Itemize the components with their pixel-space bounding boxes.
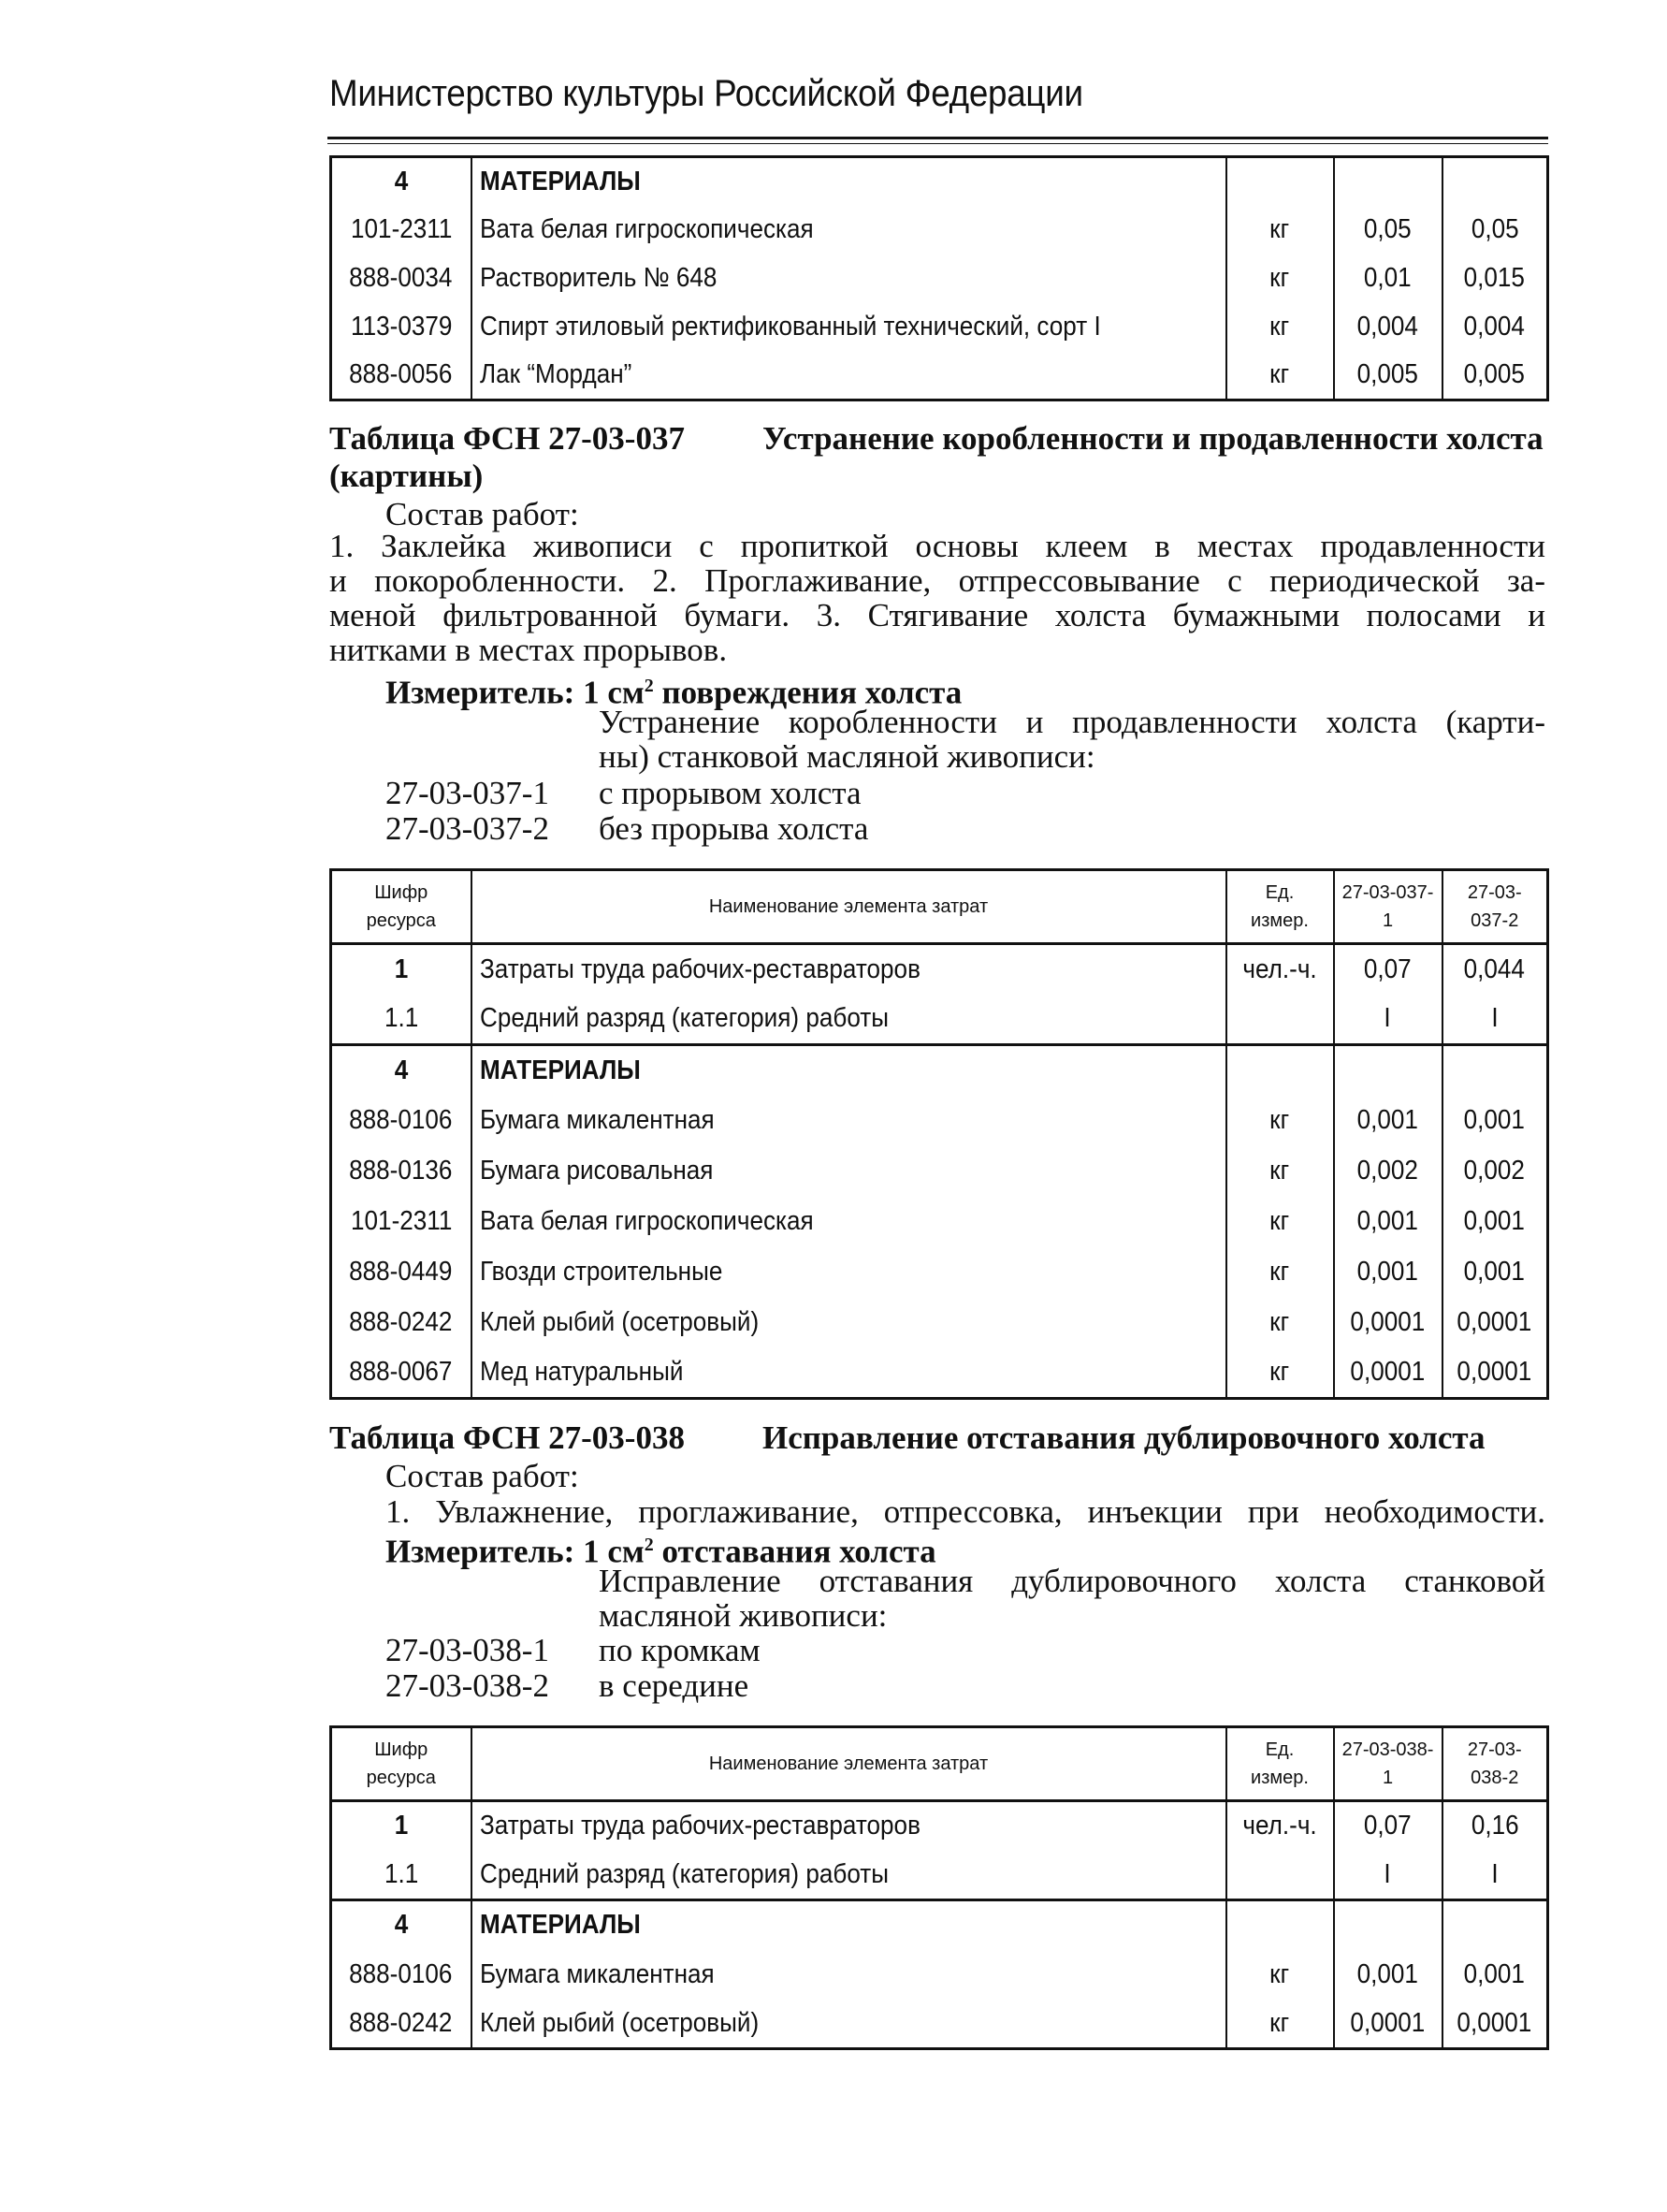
resource-code: 888-0106 [331,1096,471,1146]
section-row [331,1900,1548,1950]
table-row [331,303,1548,352]
work-heading: Состав работ: [385,496,579,532]
text-line: нитками в местах прорывов. [329,632,728,668]
table-heading: Исправление отставания дублировочного холста [762,1419,1486,1456]
unit-cell: кг [1226,1096,1334,1146]
resource-name: Вата белая гигроскопическая [471,1197,1226,1247]
resource-name: Лак “Мордан” [471,352,1226,400]
unit-cell: кг [1226,1950,1334,2000]
unit-cell: кг [1226,1298,1334,1348]
resource-name: Клей рыбий (осетровый) [471,2000,1226,2049]
section-row [331,1045,1548,1096]
table-title-038 [329,1420,1546,1456]
cost-table-037 [329,868,1549,1400]
value-col1: 0,07 [1334,944,1442,995]
table-label: Таблица ФСН 27-03-037 [329,420,685,457]
resource-name: Клей рыбий (осетровый) [471,1298,1226,1348]
measure-rest: отставания холста [653,1533,936,1570]
unit-cell: кг [1226,352,1334,400]
text-line: меной фильтрованной бумаги. 3. Стягивание холста бумажными полосами и [329,597,1545,633]
section-row [331,157,1548,206]
value-col2 [1442,157,1548,206]
table-row [331,1801,1548,1851]
measure-label: Измеритель: 1 см [385,674,645,711]
value-col1: 0,0001 [1334,1298,1442,1348]
resource-code: 888-0056 [331,352,471,400]
resource-name: Бумага микалентная [471,1950,1226,2000]
variant-text: без прорыва холста [599,810,869,847]
table-row [331,1096,1548,1146]
resource-code: 888-0449 [331,1247,471,1298]
value-col1: 0,005 [1334,352,1442,400]
resource-name: Спирт этиловый ректификованный технический, сорт I [471,303,1226,352]
table-heading: Устранение коробленности и продавленности холста [762,420,1544,457]
table-title-037-cont [329,458,483,494]
variant-code: 27-03-037-2 [385,810,549,847]
unit-cell: кг [1226,1197,1334,1247]
resource-name: Затраты труда рабочих-реставраторов [471,1801,1226,1851]
unit-cell: кг [1226,206,1334,255]
value-col1: 0,001 [1334,1247,1442,1298]
text-line: масляной живописи: [599,1597,888,1634]
value-col2: 0,001 [1442,1950,1548,2000]
resource-name: Бумага микалентная [471,1096,1226,1146]
unit-cell: кг [1226,1146,1334,1197]
value-col1: 0,001 [1334,1096,1442,1146]
resource-code: 4 [331,1045,471,1096]
resource-code: 888-0067 [331,1348,471,1399]
header-col1: 27-03-038-1 [1334,1727,1442,1801]
table-row [331,1348,1548,1399]
table-row [331,2000,1548,2049]
resource-name: Вата белая гигроскопическая [471,206,1226,255]
value-col1: I [1334,995,1442,1045]
resource-code: 888-0136 [331,1146,471,1197]
table-row [331,1950,1548,2000]
header-col2: 27-03-037-2 [1442,870,1548,944]
value-col2 [1442,1900,1548,1950]
value-col1: 0,001 [1334,1950,1442,2000]
value-col2: 0,05 [1442,206,1548,255]
resource-code: 4 [331,157,471,206]
unit-cell: кг [1226,1247,1334,1298]
variant-code: 27-03-037-1 [385,775,549,811]
value-col1: 0,05 [1334,206,1442,255]
header-rule-thin [327,143,1548,144]
table-row [331,1851,1548,1900]
resource-name: Растворитель № 648 [471,255,1226,303]
table-label: Таблица ФСН 27-03-038 [329,1419,685,1456]
variant-text: с прорывом холста [599,775,862,811]
table-row [331,995,1548,1045]
unit-cell: чел.-ч. [1226,944,1334,995]
resource-code: 101-2311 [331,1197,471,1247]
resource-name: Средний разряд (категория) работы [471,1851,1226,1900]
value-col1: 0,001 [1334,1197,1442,1247]
text-line: Устранение коробленности и продавленности холста (карти- [599,704,1545,740]
value-col1: I [1334,1851,1442,1900]
text-line: 1. Увлажнение, проглаживание, отпрессовка, инъекции при необходимости. [385,1493,1545,1530]
unit-cell: кг [1226,255,1334,303]
value-col1: 0,002 [1334,1146,1442,1197]
value-col2: 0,001 [1442,1197,1548,1247]
table-row [331,1247,1548,1298]
resource-code: 4 [331,1900,471,1950]
header-unit: Ед. измер. [1226,870,1334,944]
page-header: Министерство культуры Российской Федерации [329,73,1083,114]
resource-name: Мед натуральный [471,1348,1226,1399]
resource-code: 113-0379 [331,303,471,352]
header-unit: Ед. измер. [1226,1727,1334,1801]
value-col2: 0,0001 [1442,1348,1548,1399]
header-col2: 27-03-038-2 [1442,1727,1548,1801]
resource-name: МАТЕРИАЛЫ [471,1900,1226,1950]
value-col1: 0,0001 [1334,2000,1442,2049]
unit-cell: кг [1226,2000,1334,2049]
resource-name: Бумага рисовальная [471,1146,1226,1197]
resource-code: 888-0034 [331,255,471,303]
resource-code: 1 [331,1801,471,1851]
unit-cell [1226,1851,1334,1900]
measure-rest: повреждения холста [653,674,963,711]
variant-code: 27-03-038-2 [385,1667,549,1704]
resource-name: Затраты труда рабочих-реставраторов [471,944,1226,995]
value-col1 [1334,157,1442,206]
table-row [331,352,1548,400]
unit-cell: кг [1226,1348,1334,1399]
value-col2: 0,015 [1442,255,1548,303]
header-code: Шифр ресурса [331,870,471,944]
unit-cell [1226,1045,1334,1096]
value-col2: I [1442,995,1548,1045]
text-line: ны) станковой масляной живописи: [599,738,1095,775]
header-name: Наименование элемента затрат [471,870,1226,944]
unit-cell [1226,995,1334,1045]
value-col2: 0,002 [1442,1146,1548,1197]
materials-table-continued [329,155,1549,401]
value-col2: 0,16 [1442,1801,1548,1851]
resource-name: Средний разряд (категория) работы [471,995,1226,1045]
resource-code: 888-0242 [331,1298,471,1348]
header-code: Шифр ресурса [331,1727,471,1801]
unit-cell: кг [1226,303,1334,352]
header-name: Наименование элемента затрат [471,1727,1226,1801]
value-col2: 0,044 [1442,944,1548,995]
work-heading: Состав работ: [385,1458,579,1494]
table-title-037 [329,421,1546,457]
resource-code: 101-2311 [331,206,471,255]
variant-text: в середине [599,1667,749,1704]
header-rule [327,137,1548,139]
table-row [331,944,1548,995]
value-col2: 0,004 [1442,303,1548,352]
value-col2: 0,001 [1442,1247,1548,1298]
value-col1: 0,0001 [1334,1348,1442,1399]
text-line: 1. Заклейка живописи с пропиткой основы клеем в местах продавленности [329,528,1545,564]
value-col2: 0,0001 [1442,2000,1548,2049]
unit-cell [1226,157,1334,206]
measure-sup: 2 [644,1535,654,1555]
table-row [331,1298,1548,1348]
resource-code: 1.1 [331,1851,471,1900]
text-line: Исправление отставания дублировочного холста станковой [599,1563,1545,1599]
table-row [331,206,1548,255]
variant-text: по кромкам [599,1632,761,1668]
value-col1: 0,01 [1334,255,1442,303]
resource-code: 1 [331,944,471,995]
unit-cell [1226,1900,1334,1950]
value-col2: I [1442,1851,1548,1900]
resource-name: МАТЕРИАЛЫ [471,157,1226,206]
variant-code: 27-03-038-1 [385,1632,549,1668]
header-col1: 27-03-037-1 [1334,870,1442,944]
cost-table-038 [329,1725,1549,2050]
value-col2: 0,0001 [1442,1298,1548,1348]
measure-sup: 2 [644,676,654,696]
value-col1 [1334,1045,1442,1096]
value-col1 [1334,1900,1442,1950]
table-row [331,1197,1548,1247]
resource-code: 888-0106 [331,1950,471,2000]
resource-name: Гвозди строительные [471,1247,1226,1298]
value-col2: 0,001 [1442,1096,1548,1146]
value-col2: 0,005 [1442,352,1548,400]
resource-name: МАТЕРИАЛЫ [471,1045,1226,1096]
table-row [331,1146,1548,1197]
resource-code: 888-0242 [331,2000,471,2049]
value-col2 [1442,1045,1548,1096]
unit-cell: чел.-ч. [1226,1801,1334,1851]
value-col1: 0,07 [1334,1801,1442,1851]
value-col1: 0,004 [1334,303,1442,352]
measure-label: Измеритель: 1 см [385,1533,645,1570]
table-row [331,255,1548,303]
text-line: и покоробленности. 2. Проглаживание, отпрессовывание с периодической за- [329,562,1545,599]
table-heading-cont: (картины) [329,458,484,494]
resource-code: 1.1 [331,995,471,1045]
